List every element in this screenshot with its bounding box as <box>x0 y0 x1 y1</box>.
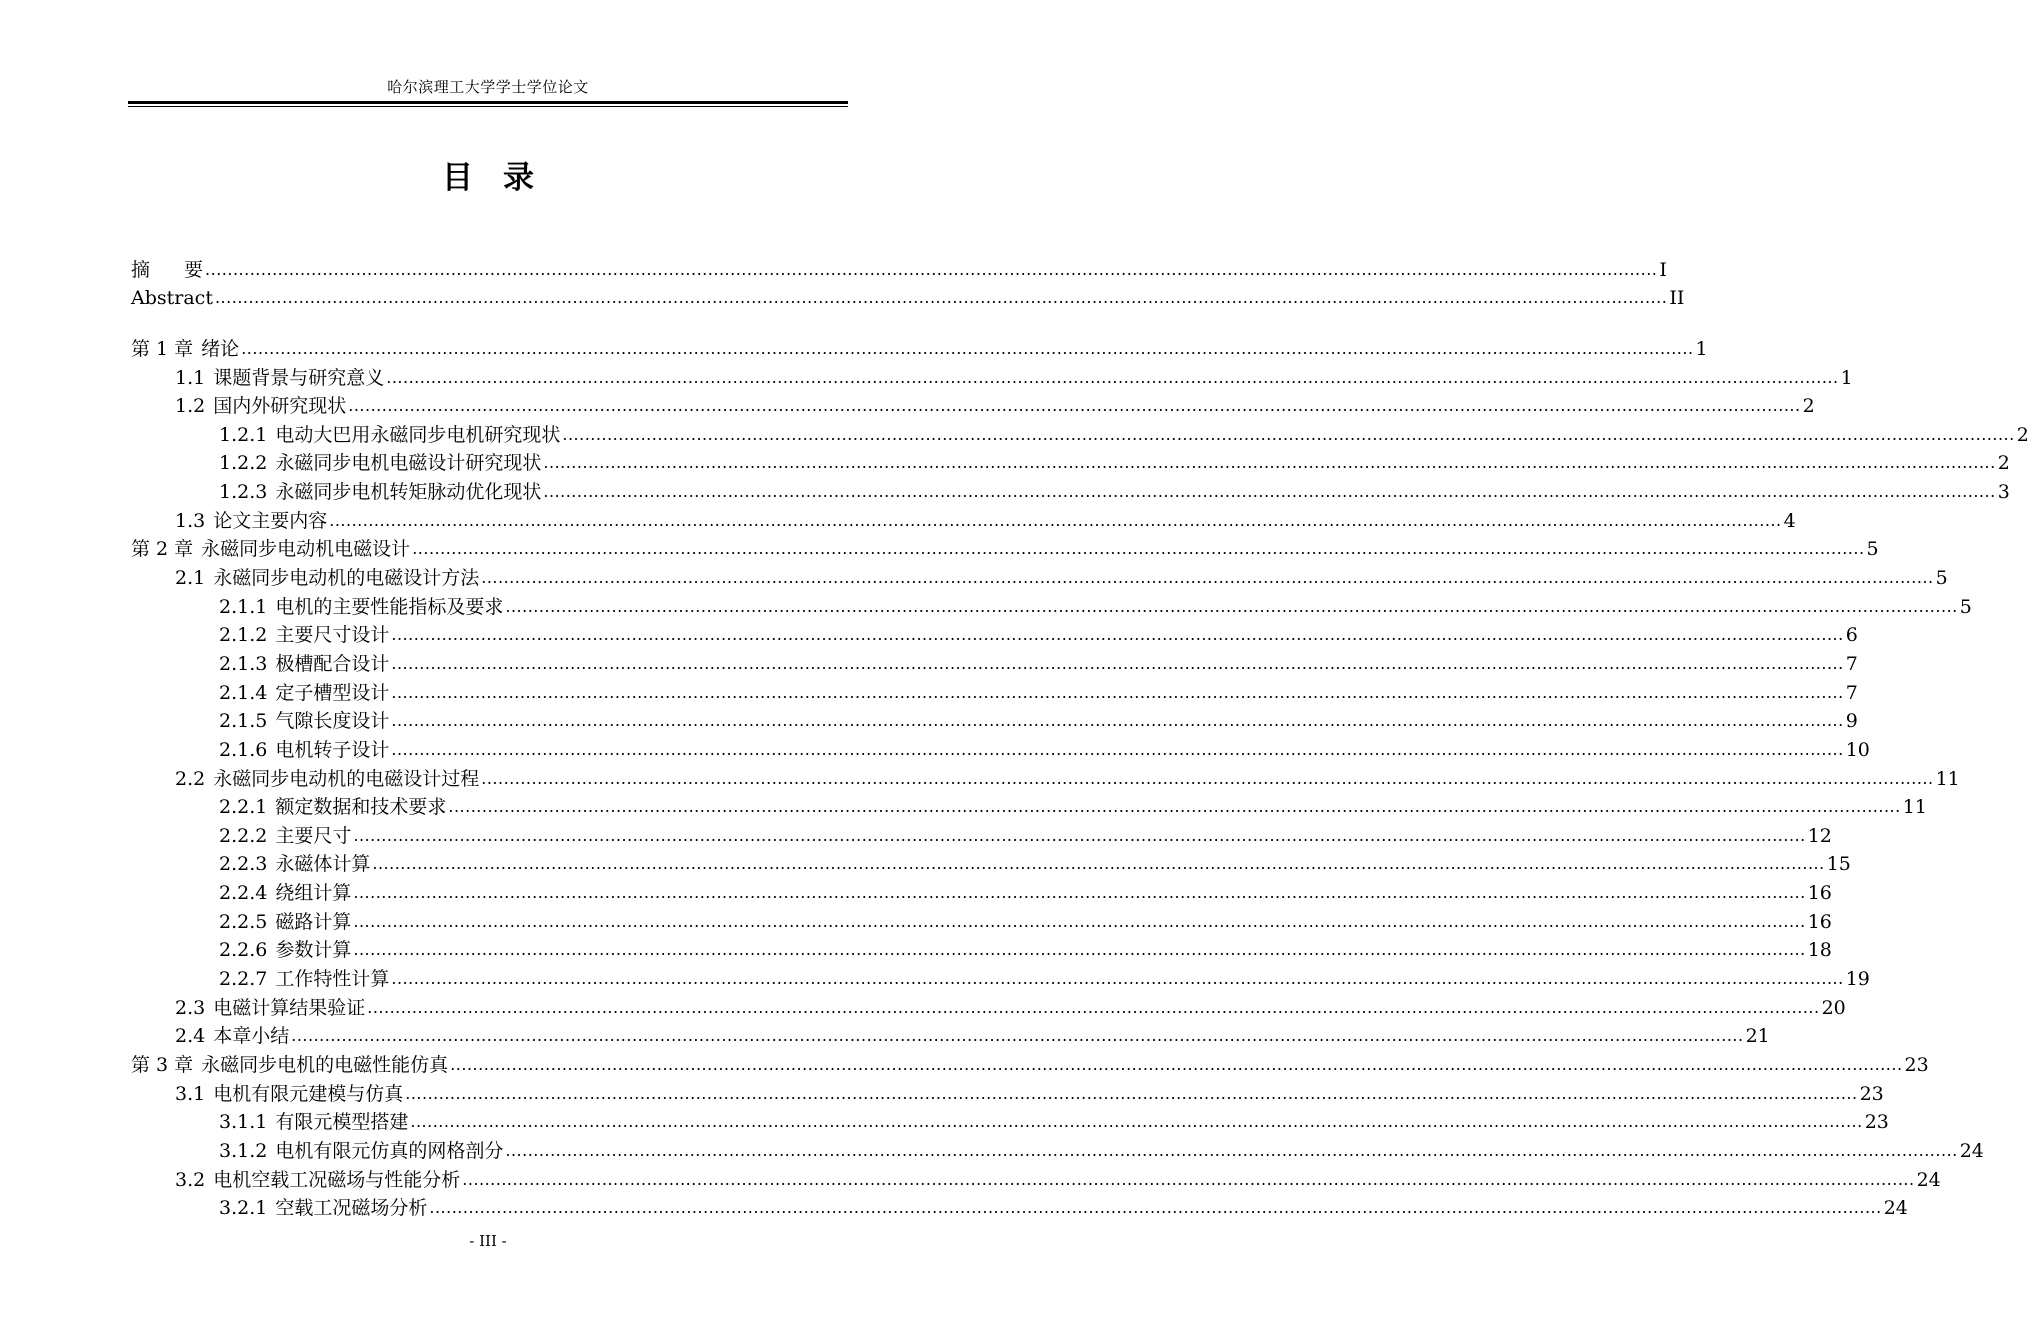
page-title: 目录 <box>442 160 564 196</box>
toc-entry-label <box>219 481 541 503</box>
toc-entry-page: I <box>1659 258 1667 281</box>
toc-entry[interactable] <box>131 417 2029 446</box>
toc-entry-number: 3.1.2 <box>219 1139 268 1162</box>
toc-entry-label <box>131 538 410 560</box>
toc-entry-title: 空载工况磁场分析 <box>275 1197 428 1220</box>
toc-entry[interactable] <box>131 990 1846 1019</box>
toc-entry-page: 16 <box>1807 910 1832 933</box>
toc-entry-page: 5 <box>1935 567 1948 590</box>
toc-entry-label <box>219 911 351 933</box>
toc-entry[interactable] <box>131 761 1960 790</box>
toc-entry-title: 永磁体计算 <box>275 853 371 876</box>
toc-entry[interactable] <box>131 1076 1884 1105</box>
toc-leader-dots: .................................................................................................................................................................................................................................................................... <box>481 768 1934 788</box>
toc-entry-label <box>219 825 351 847</box>
toc-entry-label <box>175 1169 460 1191</box>
toc-entry[interactable] <box>131 1019 1770 1048</box>
toc-entry[interactable] <box>131 875 1832 905</box>
toc-entry-number: 2.2.5 <box>219 910 268 933</box>
toc-entry-label <box>131 1054 448 1076</box>
toc-entry-label <box>219 882 351 904</box>
toc-entry[interactable] <box>131 474 2010 504</box>
toc-entry-title: 课题背景与研究意义 <box>213 366 385 389</box>
toc-entry-title: 主要尺寸设计 <box>275 624 390 647</box>
toc-entry-page: 24 <box>1916 1168 1941 1191</box>
toc-entry-page: 2 <box>2016 423 2029 446</box>
toc-leader-dots: .................................................................................................................................................................................................................................................................... <box>410 1112 1863 1132</box>
toc-entry-label <box>175 367 384 389</box>
toc-entry-page: 1 <box>1695 337 1708 360</box>
toc-entry-page: 4 <box>1783 509 1796 532</box>
toc-entry-number: 2.2.7 <box>219 968 268 991</box>
toc-leader-dots: .................................................................................................................................................................................................................................................................... <box>214 288 1668 308</box>
toc-entry-number: 1.2.1 <box>219 423 268 446</box>
toc-entry-label <box>175 1083 403 1105</box>
running-header: 哈尔滨理工大学学士学位论文 <box>387 78 589 96</box>
toc-leader-dots: .................................................................................................................................................................................................................................................................... <box>505 596 1958 616</box>
toc-entry-page: 1 <box>1840 366 1853 389</box>
toc-entry-title: 永磁同步电动机的电磁设计方法 <box>213 567 480 590</box>
toc-entry-label <box>219 596 503 618</box>
toc-entry-page: 6 <box>1845 624 1858 647</box>
toc-entry-number: 2.1 <box>175 567 206 590</box>
toc-entry-label <box>175 1025 289 1047</box>
toc-entry-title: 极槽配合设计 <box>275 652 390 675</box>
toc-leader-dots: .................................................................................................................................................................................................................................................................... <box>543 453 1996 473</box>
toc-leader-dots: .................................................................................................................................................................................................................................................................... <box>391 969 1844 989</box>
toc-entry-label <box>175 510 327 532</box>
toc-leader-dots: .................................................................................................................................................................................................................................................................... <box>562 424 2015 444</box>
toc-entry-label <box>175 768 479 790</box>
toc-entry-page: 9 <box>1845 710 1858 733</box>
toc-entry[interactable] <box>131 1162 1941 1191</box>
toc-entry-label <box>219 853 370 875</box>
toc-entry-label <box>175 997 365 1019</box>
toc-leader-dots: .................................................................................................................................................................................................................................................................... <box>391 682 1844 702</box>
toc-entry-page: 7 <box>1845 681 1858 704</box>
toc-leader-dots: .................................................................................................................................................................................................................................................................... <box>481 568 1934 588</box>
toc-entry-number: 2.2.3 <box>219 853 268 876</box>
toc-entry-number: 3.1.1 <box>219 1111 268 1134</box>
toc-leader-dots: .................................................................................................................................................................................................................................................................... <box>353 883 1806 903</box>
toc-leader-dots: .................................................................................................................................................................................................................................................................... <box>429 1198 1882 1218</box>
toc-entry-page: 12 <box>1807 824 1832 847</box>
toc-entry-label <box>219 452 541 474</box>
toc-entry-number: 2.2 <box>175 767 206 790</box>
toc-entry-label <box>219 796 446 818</box>
toc-entry[interactable] <box>131 732 1870 761</box>
toc-leader-dots: .................................................................................................................................................................................................................................................................... <box>505 1140 1958 1160</box>
toc-entry[interactable] <box>131 704 1858 733</box>
toc-entry-number: 3.2 <box>175 1168 206 1191</box>
toc-entry-title: 工作特性计算 <box>275 968 390 991</box>
toc-entry[interactable] <box>131 961 1870 991</box>
toc-entry-number: 第 3 章 <box>131 1053 194 1076</box>
toc-entry-page: 20 <box>1821 996 1846 1019</box>
toc-entry-title: 永磁同步电动机的电磁设计过程 <box>213 767 480 790</box>
toc-entry-number: 2.2.1 <box>219 796 268 819</box>
toc-entry-label <box>131 338 239 360</box>
toc-entry-label <box>219 939 351 961</box>
toc-entry-number: 第 1 章 <box>131 337 194 360</box>
toc-entry[interactable] <box>131 532 1879 561</box>
toc-entry-number: 2.1.6 <box>219 738 268 761</box>
toc-leader-dots: .................................................................................................................................................................................................................................................................... <box>543 482 1996 502</box>
toc-leader-dots: .................................................................................................................................................................................................................................................................... <box>353 825 1806 845</box>
toc-entry[interactable] <box>131 503 1796 532</box>
toc-entry[interactable] <box>131 675 1858 704</box>
toc-entry-title: 参数计算 <box>275 939 352 962</box>
toc-entry-number: 2.2.2 <box>219 824 268 847</box>
toc-entry-page: 21 <box>1745 1025 1770 1048</box>
toc-leader-dots: .................................................................................................................................................................................................................................................................... <box>367 997 1820 1017</box>
table-of-contents <box>131 252 2029 1220</box>
toc-entry[interactable] <box>131 618 1858 647</box>
toc-entry-title: 电机空载工况磁场与性能分析 <box>213 1168 461 1191</box>
toc-entry-title: 主要尺寸 <box>275 824 352 847</box>
toc-entry-title: 额定数据和技术要求 <box>275 796 447 819</box>
toc-entry[interactable] <box>131 1047 1929 1076</box>
toc-leader-dots: .................................................................................................................................................................................................................................................................... <box>450 1054 1903 1074</box>
toc-entry-page: II <box>1669 287 1685 310</box>
toc-entry-page: 2 <box>1997 452 2010 475</box>
toc-entry-label <box>219 710 389 732</box>
toc-entry-page: 11 <box>1902 796 1927 819</box>
header-rule-thick <box>128 101 848 104</box>
toc-entry-title: 电磁计算结果验证 <box>213 996 366 1019</box>
toc-entry-label <box>219 1111 408 1133</box>
toc-entry-page: 24 <box>1959 1139 1984 1162</box>
toc-entry-page: 3 <box>1997 481 2010 504</box>
toc-entry-number: 1.3 <box>175 509 206 532</box>
toc-leader-dots: .................................................................................................................................................................................................................................................................... <box>391 653 1844 673</box>
toc-entry-page: 5 <box>1959 595 1972 618</box>
header-rule-thin <box>128 106 848 107</box>
toc-entry-title: 有限元模型搭建 <box>275 1111 409 1134</box>
toc-entry-title: 定子槽型设计 <box>275 681 390 704</box>
toc-entry-label <box>219 968 389 990</box>
toc-entry-title: 永磁同步电机的电磁性能仿真 <box>201 1053 449 1076</box>
toc-leader-dots: .................................................................................................................................................................................................................................................................... <box>372 854 1825 874</box>
toc-entry[interactable] <box>131 331 1708 360</box>
toc-entry-number: 2.2.6 <box>219 939 268 962</box>
toc-entry-number: 2.2.4 <box>219 882 268 905</box>
toc-entry[interactable] <box>131 360 1853 389</box>
toc-entry-title: 气隙长度设计 <box>275 710 390 733</box>
toc-entry[interactable] <box>131 389 1815 418</box>
toc-entry[interactable] <box>131 1133 1984 1162</box>
toc-entry-number: 摘 <box>131 258 151 281</box>
toc-entry-page: 10 <box>1845 738 1870 761</box>
toc-entry-page: 2 <box>1802 395 1815 418</box>
toc-entry[interactable] <box>131 847 1851 876</box>
toc-entry-title: 电机的主要性能指标及要求 <box>275 595 504 618</box>
toc-entry-number: 第 2 章 <box>131 538 194 561</box>
toc-leader-dots: .................................................................................................................................................................................................................................................................... <box>353 940 1806 960</box>
toc-entry-number: 1.2 <box>175 395 206 418</box>
toc-entry[interactable] <box>131 904 1832 933</box>
toc-entry-label <box>131 287 213 309</box>
toc-entry-label <box>219 682 389 704</box>
toc-entry-page: 11 <box>1935 767 1960 790</box>
toc-entry[interactable] <box>131 646 1858 675</box>
toc-entry-title: 永磁同步电机电磁设计研究现状 <box>275 452 542 475</box>
toc-leader-dots: .................................................................................................................................................................................................................................................................... <box>391 711 1844 731</box>
toc-entry-label <box>131 259 203 281</box>
toc-entry-title: 电动大巴用永磁同步电机研究现状 <box>275 423 561 446</box>
toc-entry-label <box>219 424 560 446</box>
toc-entry-page: 7 <box>1845 652 1858 675</box>
toc-entry-page: 5 <box>1866 538 1879 561</box>
toc-entry-title: Abstract <box>131 287 213 310</box>
toc-entry[interactable] <box>131 790 1927 819</box>
toc-entry-page: 18 <box>1807 939 1832 962</box>
toc-entry-title: 论文主要内容 <box>213 509 328 532</box>
toc-entry-label <box>219 624 389 646</box>
toc-leader-dots: .................................................................................................................................................................................................................................................................... <box>205 259 1658 279</box>
toc-leader-dots: .................................................................................................................................................................................................................................................................... <box>391 739 1844 759</box>
toc-entry-title: 电机有限元仿真的网格剖分 <box>275 1139 504 1162</box>
toc-entry-title: 永磁同步电动机电磁设计 <box>201 538 411 561</box>
toc-entry-page: 19 <box>1845 968 1870 991</box>
toc-entry[interactable] <box>131 589 1972 618</box>
toc-leader-dots: .................................................................................................................................................................................................................................................................... <box>462 1169 1915 1189</box>
toc-leader-dots: .................................................................................................................................................................................................................................................................... <box>386 367 1839 387</box>
toc-entry-number: 1.2.3 <box>219 481 268 504</box>
toc-leader-dots: .................................................................................................................................................................................................................................................................... <box>412 539 1865 559</box>
toc-leader-dots: .................................................................................................................................................................................................................................................................... <box>348 396 1801 416</box>
toc-entry-number: 2.1.2 <box>219 624 268 647</box>
toc-entry[interactable] <box>131 1105 1889 1134</box>
toc-entry-title: 国内外研究现状 <box>213 395 347 418</box>
toc-leader-dots: .................................................................................................................................................................................................................................................................... <box>241 338 1694 358</box>
toc-entry-title: 绕组计算 <box>275 882 352 905</box>
toc-entry[interactable] <box>131 933 1832 962</box>
toc-entry[interactable] <box>131 252 1667 281</box>
toc-entry-number: 2.1.5 <box>219 710 268 733</box>
toc-leader-dots: .................................................................................................................................................................................................................................................................... <box>291 1026 1744 1046</box>
toc-entry-number: 2.1.3 <box>219 652 268 675</box>
toc-entry-label <box>175 395 346 417</box>
toc-entry-title: 电机转子设计 <box>275 738 390 761</box>
toc-entry-page: 23 <box>1864 1111 1889 1134</box>
toc-entry-page: 23 <box>1904 1053 1929 1076</box>
toc-entry[interactable] <box>131 446 2010 475</box>
toc-entry-title: 要 <box>184 258 204 281</box>
toc-entry-page: 15 <box>1826 853 1851 876</box>
toc-entry-label <box>219 739 389 761</box>
toc-entry-page: 23 <box>1859 1082 1884 1105</box>
toc-entry-page: 24 <box>1883 1197 1908 1220</box>
toc-entry-number: 2.3 <box>175 996 206 1019</box>
toc-entry[interactable] <box>131 560 1948 590</box>
toc-entry-page: 16 <box>1807 882 1832 905</box>
toc-entry-number: 3.2.1 <box>219 1197 268 1220</box>
toc-entry-label <box>219 653 389 675</box>
toc-entry[interactable] <box>131 818 1832 847</box>
toc-entry-label <box>219 1197 427 1219</box>
toc-entry-number: 1.1 <box>175 366 206 389</box>
toc-entry-number: 3.1 <box>175 1082 206 1105</box>
toc-entry-number: 2.1.4 <box>219 681 268 704</box>
toc-leader-dots: .................................................................................................................................................................................................................................................................... <box>405 1083 1858 1103</box>
toc-entry[interactable] <box>131 1191 1908 1220</box>
toc-entry-number: 1.2.2 <box>219 452 268 475</box>
toc-entry-title: 本章小结 <box>213 1025 290 1048</box>
page-number: - III - <box>469 1232 507 1250</box>
toc-entry-title: 电机有限元建模与仿真 <box>213 1082 404 1105</box>
toc-leader-dots: .................................................................................................................................................................................................................................................................... <box>391 625 1844 645</box>
toc-leader-dots: .................................................................................................................................................................................................................................................................... <box>353 911 1806 931</box>
toc-entry-title: 绪论 <box>201 337 240 360</box>
toc-entry-title: 磁路计算 <box>275 910 352 933</box>
toc-entry-label <box>219 1140 503 1162</box>
toc-entry-label <box>175 567 479 589</box>
toc-entry[interactable] <box>131 281 1685 310</box>
toc-entry-number: 2.1.1 <box>219 595 268 618</box>
toc-entry-number: 2.4 <box>175 1025 206 1048</box>
toc-leader-dots: .................................................................................................................................................................................................................................................................... <box>329 510 1782 530</box>
toc-leader-dots: .................................................................................................................................................................................................................................................................... <box>448 797 1901 817</box>
toc-entry-title: 永磁同步电机转矩脉动优化现状 <box>275 481 542 504</box>
